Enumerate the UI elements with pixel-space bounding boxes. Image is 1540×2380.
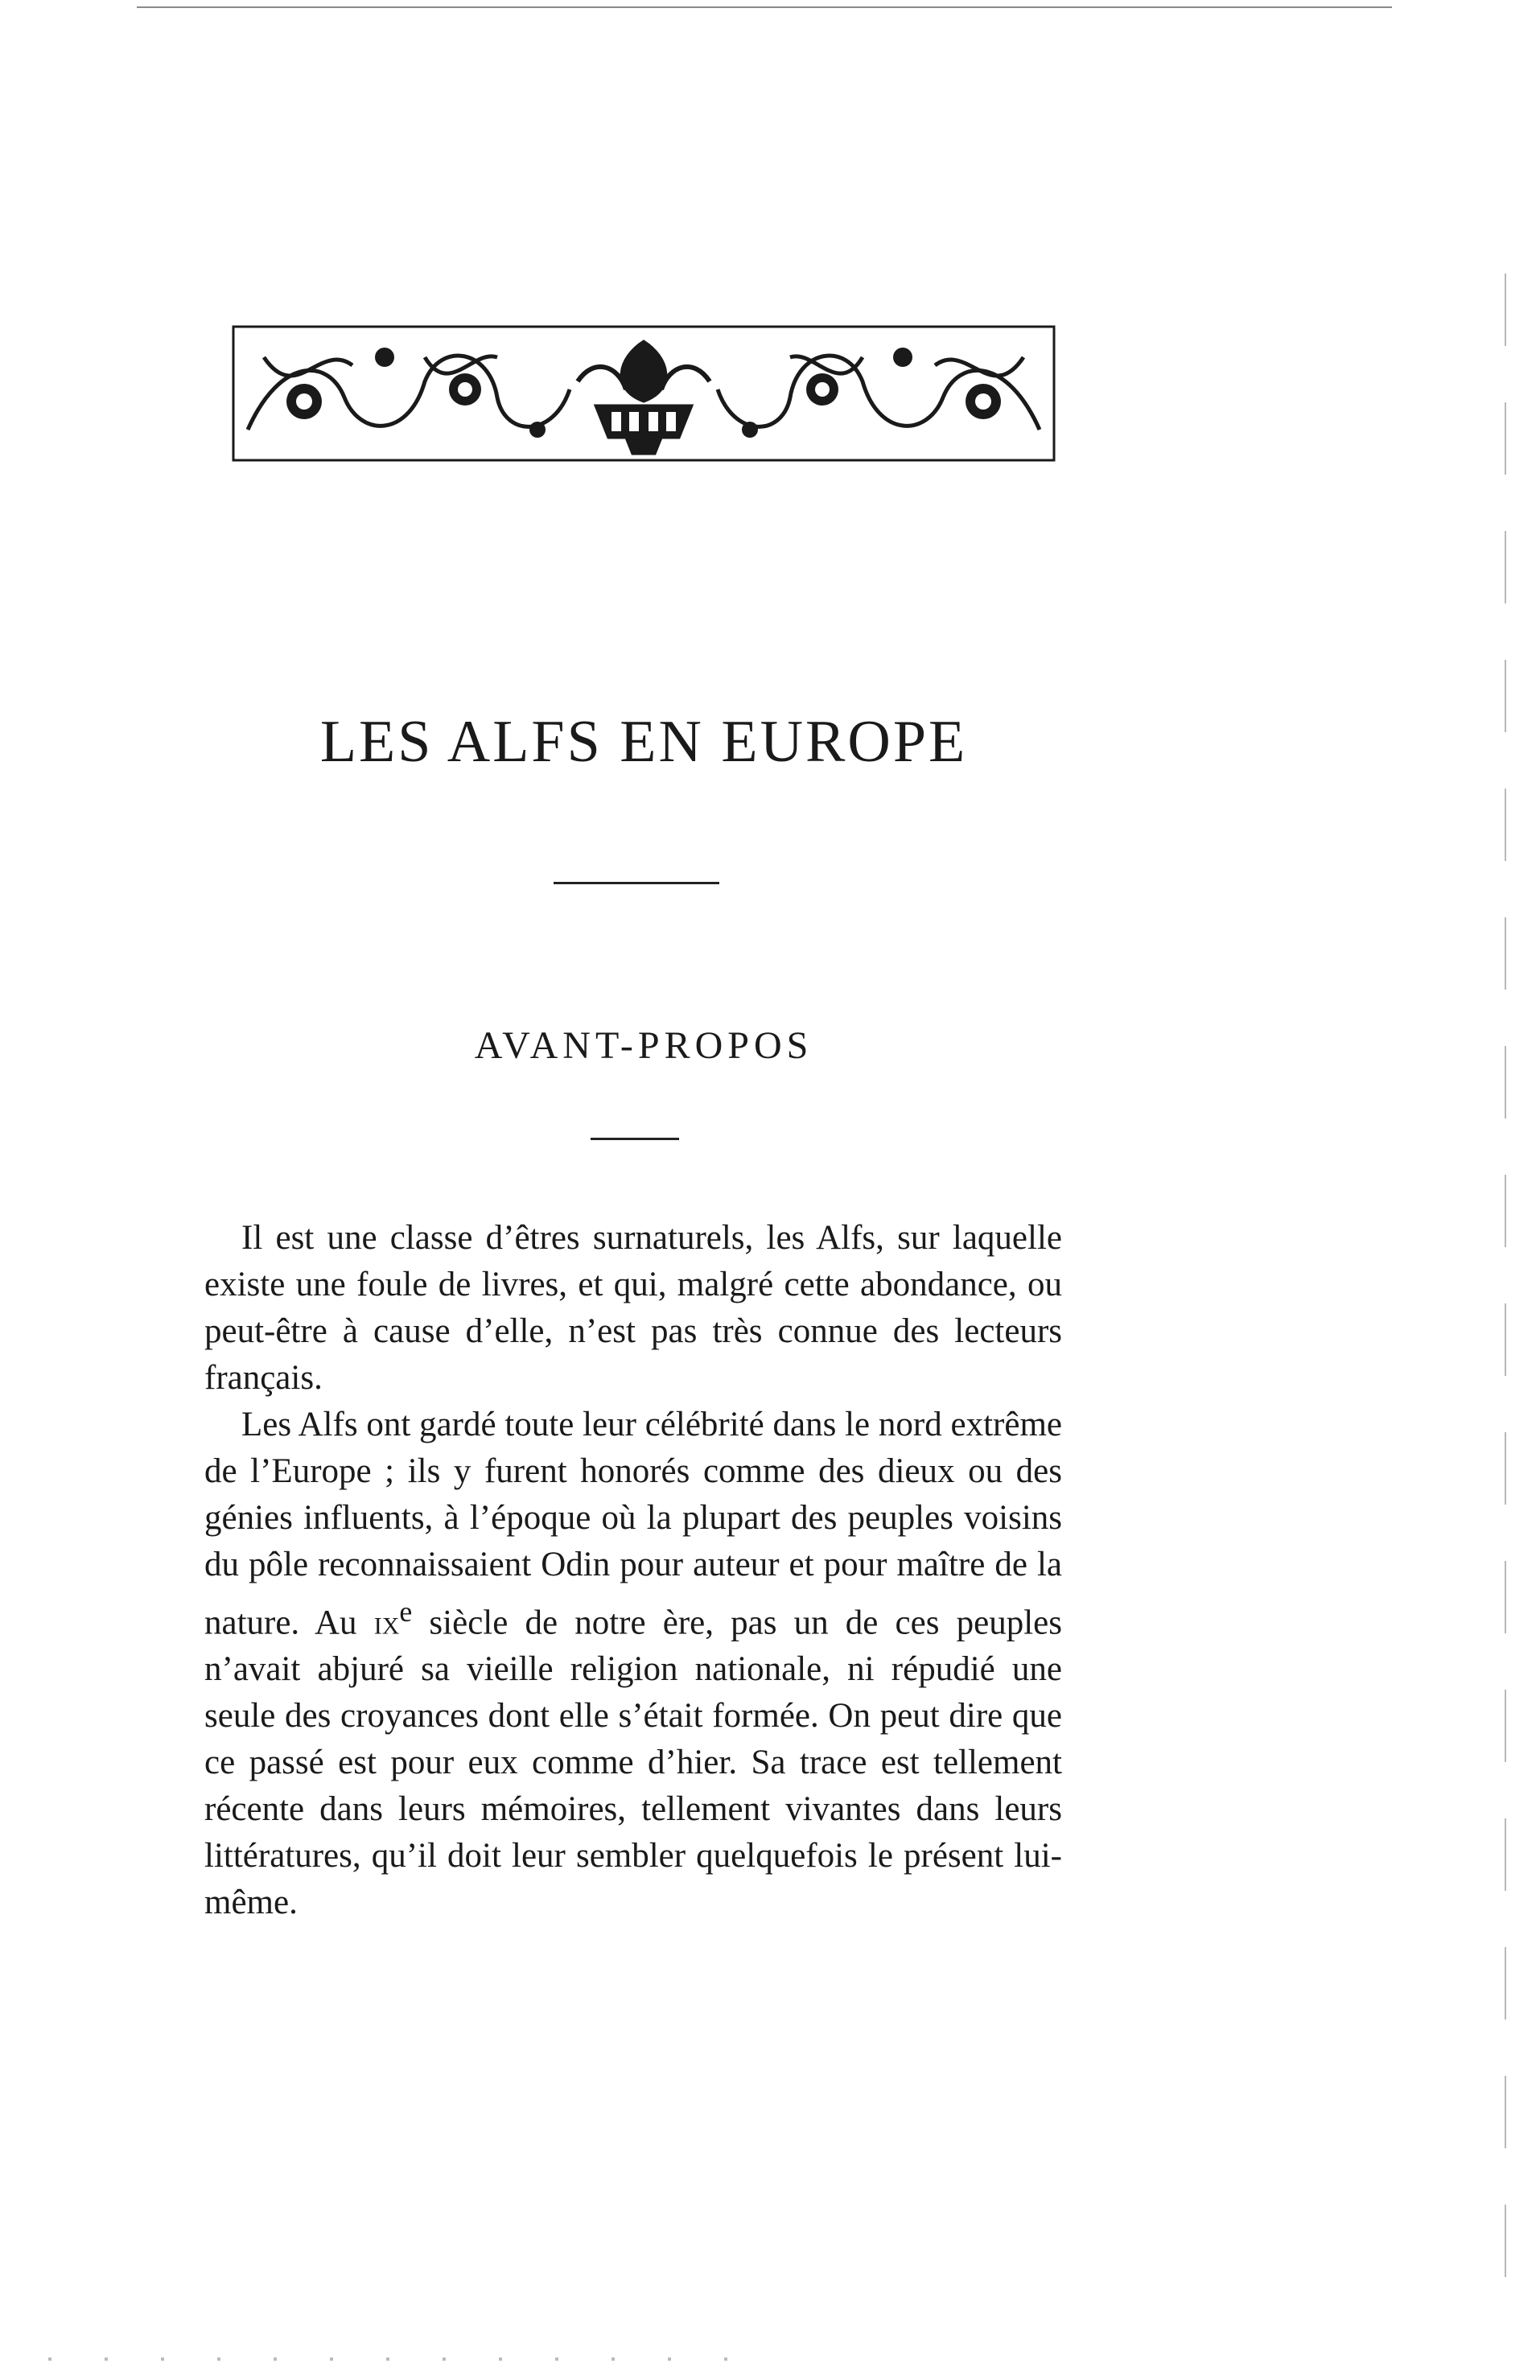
paragraph-2-start: Les Alfs ont gardé toute leur célébrité dans le nord extrême de l’Europe ; ils y furent honorés comme des dieux ou des génies influents, à l’époque où la plupart des peuples voisins du pôle reconnaissaient Odin pour auteur et pour maître de la nature. Au <box>204 1406 1062 1642</box>
scan-specks <box>48 2357 772 2361</box>
century-numeral: ix <box>373 1604 400 1642</box>
floral-headpiece-ornament <box>232 325 1056 462</box>
paragraph-2-end: siècle de notre ère, pas un de ces peuples n’avait abjuré sa vieille religion nationale, ni répudié une seule des croyances dont elle s’était formée. On peut dire que ce passé est pour eux comme d’hier. Sa trace est tellement récente dans leurs mémoires, tellement vivantes dans leurs littératures, qu’il doit leur sembler quelquefois le présent lui-même. <box>204 1604 1062 1922</box>
section-title: AVANT-PROPOS <box>474 1024 813 1067</box>
body-text <box>204 1215 1062 1926</box>
section-divider <box>591 1138 679 1140</box>
title-divider <box>554 882 719 884</box>
page-edge-shadow <box>1505 274 1506 2333</box>
book-title: LES ALFS EN EUROPE <box>319 709 968 775</box>
paragraph-1: Il est une classe d’êtres surnaturels, les Alfs, sur laquelle existe une foule de livres, et qui, malgré cette abondance, ou peut-être à cause d’elle, n’est pas très connue des lecteurs français. <box>204 1219 1062 1397</box>
top-edge-rule <box>137 6 1392 8</box>
paragraph-2 <box>204 1402 1062 1926</box>
century-suffix: e <box>399 1596 413 1628</box>
